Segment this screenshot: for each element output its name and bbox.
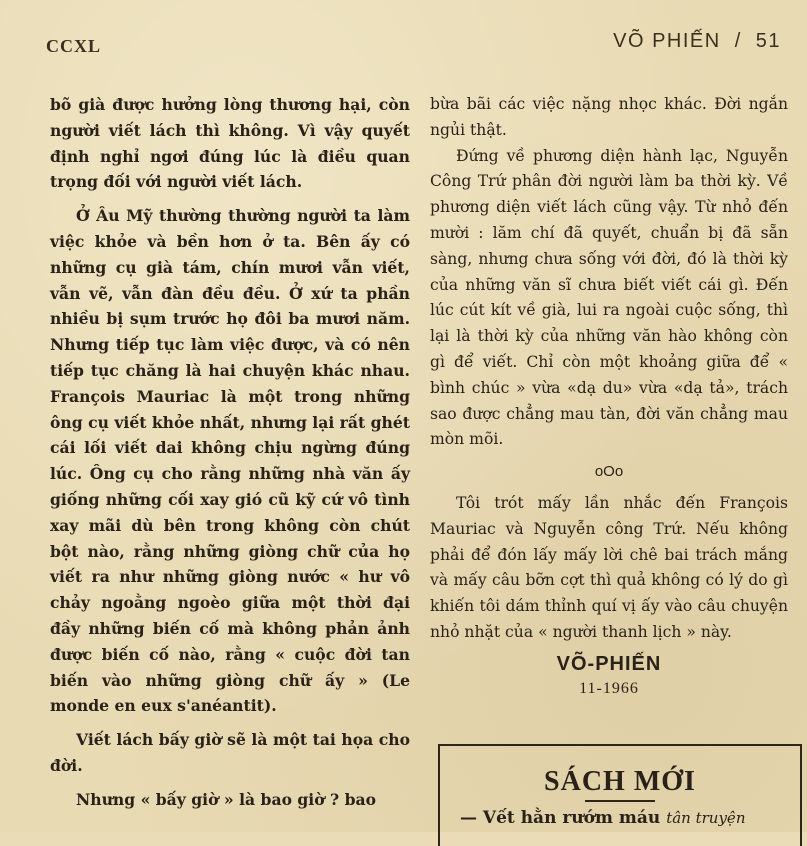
page-header [0, 30, 807, 60]
paragraph: Đứng về phương diện hành lạc, Nguyễn Công Trứ phân đời người làm ba thời kỳ. Về phương diện viết lách cũng vậy. Từ nhỏ đến mười : lăm chí đã quyết, chuẩn bị đã sẵn sàng, nhưng chưa sống với đời, đó là thời kỳ của những văn sĩ chưa biết viết cái gì. Đến lúc cút kít về già, lui ra ngoài cuộc sống, thì lại là thời kỳ của những văn hào không còn gì để viết. Chỉ còn một khoảng giữa để « bình chúc » vừa «dạ du» vừa «dạ tả», trách sao được chẳng mau tàn, đời văn chẳng mau mòn mõi. [430, 146, 788, 449]
new-book-item [460, 808, 800, 828]
new-books-title: SÁCH MỚI [544, 766, 696, 797]
author-name: VÕ PHIẾN [613, 30, 721, 52]
book-genre: tân truyện [666, 808, 746, 827]
section-numeral: CCXL [46, 36, 102, 56]
paragraph: Ở Âu Mỹ thường thường người ta làm việc khỏe và bền hơn ở ta. Bên ấy có những cụ già tám, chín mươi vẫn viết, vẫn vẽ, vẫn đàn đều đều. Ở xứ ta phần nhiều bị sụm trước họ đôi ba mươi năm. Nhưng tiếp tục làm việc được, và có nên tiếp tục chăng là hai chuyện khác nhau. François Mauriac là một trong những ông cụ viết khỏe nhất, nhưng lại rất ghét cái lối viết dai không chịu ngừng đúng lúc. Ông cụ cho rằng những nhà văn ấy giống những cối xay gió cũ kỹ cứ vô tình xay mãi dù bên trong không còn chút bột nào, rằng những giòng chữ của họ viết ra như những giòng nước « hư vô chảy ngoằng ngoèo giữa một thời đại đầy những biến cố mà không phản ảnh được biến cố nào, rằng « cuộc đời tan biến vào những giòng chữ ấy » (Le monde en eux s'anéantit). [50, 206, 410, 716]
header-separator: / [734, 30, 742, 52]
title-rule [585, 800, 655, 802]
left-column [50, 92, 410, 813]
paragraph: Viết lách bấy giờ sẽ là một tai họa cho đời. [50, 730, 410, 775]
paragraph: bõ già được hưởng lòng thương hại, còn người viết lách thì không. Vì vậy quyết định nghỉ ngơi đúng lúc là điều quan trọng đối với người viết lách. [50, 95, 410, 192]
signature-date: 11-1966 [579, 679, 639, 697]
right-column [430, 92, 788, 701]
book-title: — Vết hằn rướm máu [460, 807, 661, 828]
section-separator: oOo [594, 463, 624, 481]
paragraph: bừa bãi các việc nặng nhọc khác. Đời ngắn ngủi thật. [430, 95, 788, 139]
paragraph: Tôi trót mấy lần nhắc đến François Mauriac và Nguyễn công Trứ. Nếu không phải để đón lấy mấy lời chê bai trách mắng và mấy câu bỡn cợt thì quả không có lý do gì khiến tôi dám thỉnh quí vị ấy vào câu chuyện nhỏ nhặt của « người thanh lịch » này. [430, 493, 788, 641]
author-signature: VÕ-PHIẾN [556, 652, 662, 675]
page-number: 51 [755, 30, 781, 52]
running-head [613, 30, 781, 53]
new-books-box [438, 744, 802, 846]
paragraph: Nhưng « bấy giờ » là bao giờ ? bao [76, 789, 377, 809]
